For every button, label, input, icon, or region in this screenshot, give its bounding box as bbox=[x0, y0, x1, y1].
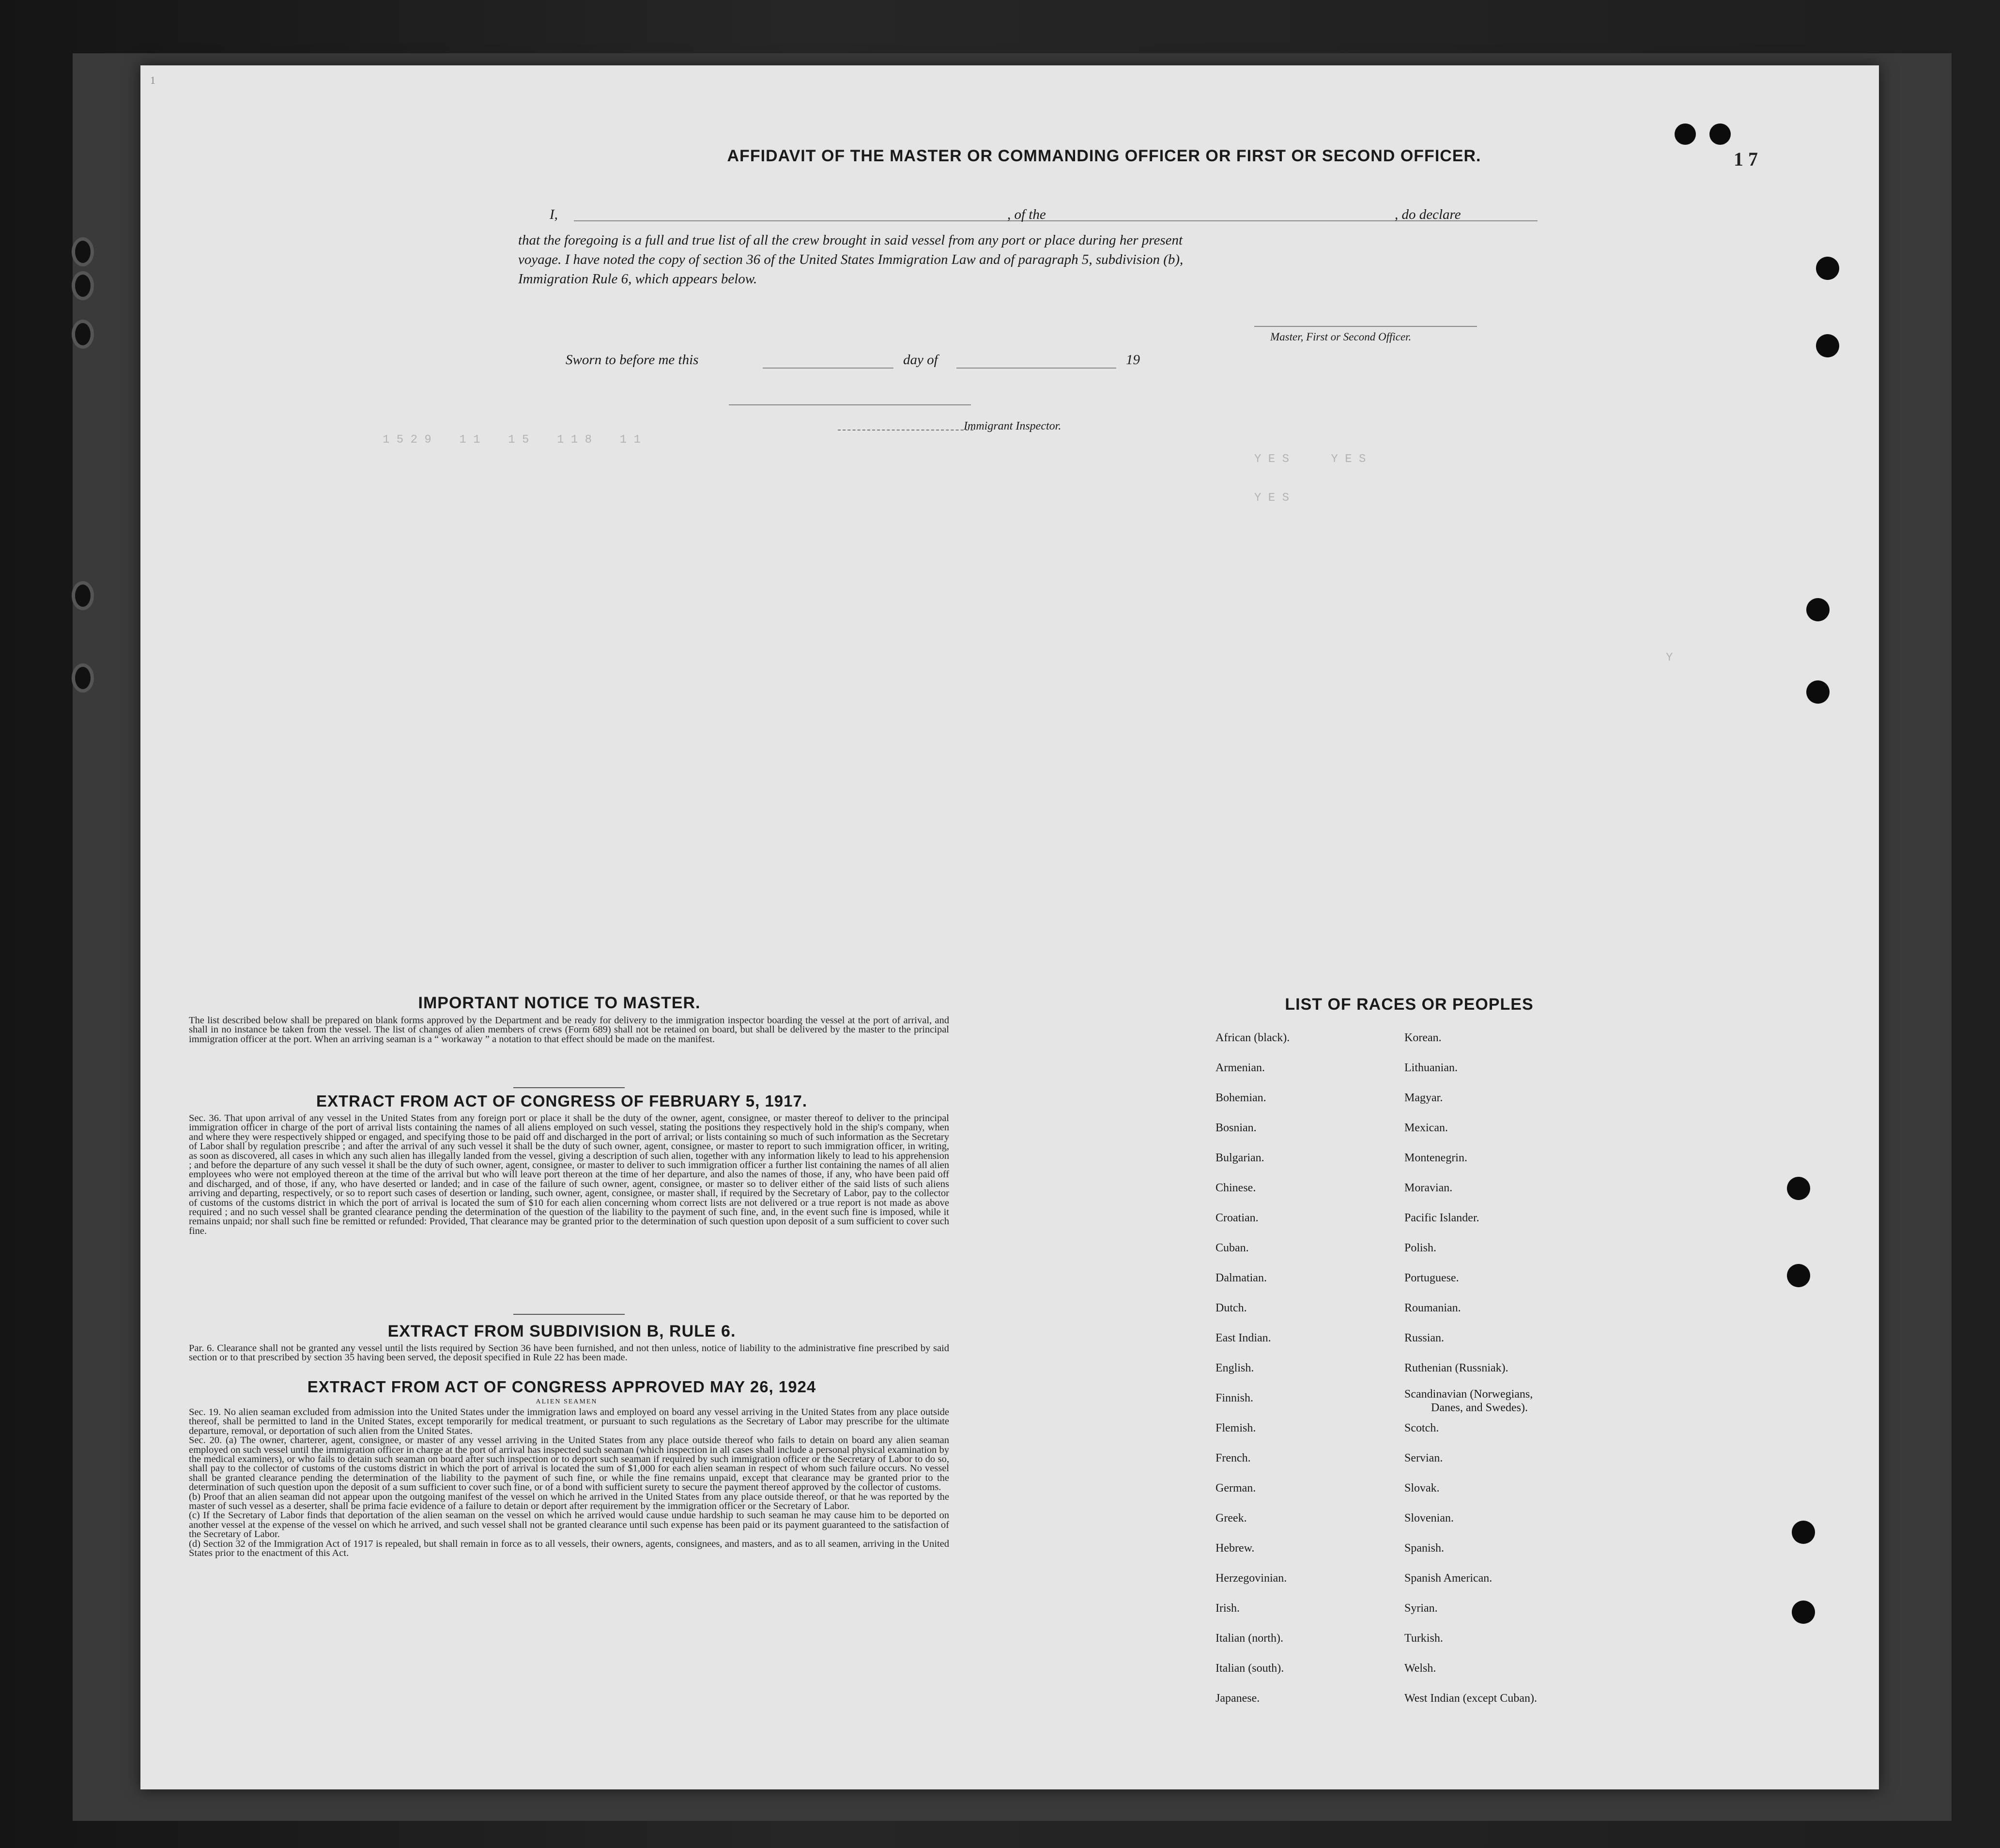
extract-1924-title: EXTRACT FROM ACT OF CONGRESS APPROVED MAY 26, 1924 bbox=[307, 1378, 816, 1396]
race-item: Scandinavian (Norwegians, bbox=[1404, 1388, 1533, 1401]
master-signature-field[interactable] bbox=[1254, 326, 1477, 327]
inspector-dashes bbox=[838, 430, 973, 431]
sworn-label: Sworn to before me this bbox=[566, 352, 699, 368]
race-item: Montenegrin. bbox=[1404, 1152, 1467, 1164]
statement-line-2: voyage. I have noted the copy of section 36 of the United States Immigration Law and of paragraph 5, subdivision (b), bbox=[518, 252, 1184, 267]
sec19-text: Sec. 19. No alien seaman excluded from admission into the United States under the immigration laws and employed on board any vessel arriving in the United States from any place outside thereof, shall be permitted to land in the United States, except temporarily for medical treatment, or pursuant to such regulations as the Secretary of Labor may prescribe for the ultimate departure, removal, or deportation of such alien from the United States. bbox=[189, 1407, 949, 1436]
sec20b-text: (b) Proof that an alien seaman did not appear upon the outgoing manifest of the vessel on which he arrived in the United States from any place outside thereof, or that he was reported by the master of such vessel as a deserter, shall be prima facie evidence of a failure to detain or deport after requirement by the immigration officer or the Secretary of Labor. bbox=[189, 1491, 949, 1512]
binder-ring bbox=[72, 237, 94, 266]
race-item: German. bbox=[1215, 1482, 1256, 1494]
page-mark: 1 7 bbox=[1734, 148, 1758, 170]
affidavit-title: AFFIDAVIT OF THE MASTER OR COMMANDING OFFICER OR FIRST OR SECOND OFFICER. bbox=[727, 147, 1481, 165]
extract-1924-subtitle: ALIEN SEAMEN bbox=[536, 1398, 598, 1405]
year-prefix: 19 bbox=[1126, 352, 1140, 368]
extract-1917-text: Sec. 36. That upon arrival of any vessel in the United States from any foreign port or place it shall be the duty of the owner, agent, consignee, or master thereof to deliver to the principal immigration officer in charge of the port of arrival lists containing the names of all aliens employed on such vessel, stating the positions they respectively hold in the ship's company, when and where they were respectively shipped or engaged, and specifying those to be paid off and discharged in the port of arrival; or lists containing so much of such information as the Secretary of Labor shall by regulation prescribe ; and after the arrival of any such vessel it shall be the duty of such owner, agent, consignee, or master to report to such immigration officer, in writing, as soon as discovered, all cases in which any such alien has illegally landed from the vessel, giving a description of such alien, together with any information likely to lead to his apprehension ; and before the departure of any such vessel it shall be the duty of such owner, agent, consignee, or master to deliver to such immigration officer a further list containing the names of all alien employees who were not employed thereon at the time of the arrival but who will leave port thereon at the time of her departure, and also the names of those, if any, who have been paid off and discharged, and of those, if any, who have deserted or landed; and in case of the failure of such owner, agent, consignee, or master so to deliver either of the said lists of such aliens arriving and departing, respectively, or so to report such cases of desertion or landing, such owner, agent, consignee, or master shall, if required by the Secretary of Labor, pay to the collector of customs of the customs district in which the port of arrival is located the sum of $10 for each alien concerning whom correct lists are not delivered or a true report is not made as above required ; and no such vessel shall be granted clearance pending the determination of the question of the liability to the payment of such fine, and, in the event such fine is imposed, while it remains unpaid; nor shall such fine be remitted or refunded: Provided, That clearance may be granted prior to the determination of such question upon deposit of a sum sufficient to cover such fine. bbox=[189, 1113, 949, 1236]
margin-mark: 1 bbox=[150, 74, 155, 86]
extract-1924-body bbox=[189, 1408, 949, 1558]
race-item: Armenian. bbox=[1215, 1062, 1265, 1074]
race-item: Roumanian. bbox=[1404, 1302, 1461, 1314]
race-item: Cuban. bbox=[1215, 1242, 1249, 1254]
race-item: Polish. bbox=[1404, 1242, 1437, 1254]
of-the-label: , of the bbox=[1007, 207, 1046, 222]
race-item: Portuguese. bbox=[1404, 1272, 1459, 1284]
master-label: Master, First or Second Officer. bbox=[1270, 331, 1412, 343]
day-of-label: day of bbox=[903, 352, 938, 368]
inspector-label: Immigrant Inspector. bbox=[964, 420, 1062, 432]
race-item: Mexican. bbox=[1404, 1122, 1448, 1134]
punch-hole bbox=[1806, 598, 1830, 621]
statement-line-3: Immigration Rule 6, which appears below. bbox=[518, 271, 757, 287]
divider bbox=[513, 1314, 625, 1315]
punch-hole bbox=[1816, 334, 1839, 357]
race-item: Pacific Islander. bbox=[1404, 1212, 1479, 1224]
do-declare-label: , do declare bbox=[1395, 207, 1461, 222]
vessel-name-field[interactable] bbox=[1077, 220, 1538, 221]
sec20a-text: Sec. 20. (a) The owner, charterer, agent, consignee, or master of any vessel arriving in the United States from any place outside thereof who fails to detain on board any alien seaman employed on such vessel until the immigration officer in charge at the port of arrival has inspected such seaman (which inspection in all cases shall include a personal physical examination by the medical examiners), or who fails to detain such seaman on board after such inspection or to deport such seaman if required by such immigration officer or the Secretary of Labor to do so, shall pay to the collector of customs of the customs district in which the port of arrival is located the sum of $1,000 for each alien seaman in respect of whom such failure occurs. No vessel shall be granted clearance pending the determination of the liability to the payment of such fine, or while the fine remains unpaid, except that clearance may be granted prior to the determination of such question upon the deposit of a sum sufficient to cover such fine, or of a bond with sufficient surety to secure the payment thereof approved by the collector of customs. bbox=[189, 1435, 949, 1493]
bleed-through: Y E S bbox=[1254, 492, 1290, 505]
race-item: Servian. bbox=[1404, 1452, 1443, 1464]
extract-1917-title: EXTRACT FROM ACT OF CONGRESS OF FEBRUARY 5, 1917. bbox=[316, 1092, 808, 1110]
race-item: Magyar. bbox=[1404, 1092, 1443, 1104]
sworn-month-field[interactable] bbox=[956, 368, 1116, 369]
race-item: Scotch. bbox=[1404, 1422, 1439, 1434]
race-item: Finnish. bbox=[1215, 1392, 1254, 1404]
bleed-through: 1 5 2 9 1 1 1 5 1 1 8 1 1 bbox=[383, 433, 641, 447]
race-item: Ruthenian (Russniak). bbox=[1404, 1362, 1508, 1374]
race-item-continued: Danes, and Swedes). bbox=[1431, 1401, 1528, 1414]
binder-ring bbox=[72, 663, 94, 693]
race-item: Syrian. bbox=[1404, 1602, 1438, 1615]
race-item: Flemish. bbox=[1215, 1422, 1256, 1434]
race-item: Dalmatian. bbox=[1215, 1272, 1267, 1284]
bleed-through: Y E S Y E S bbox=[1254, 453, 1366, 466]
race-item: Hebrew. bbox=[1215, 1542, 1255, 1555]
notice-title: IMPORTANT NOTICE TO MASTER. bbox=[418, 994, 701, 1012]
punch-hole bbox=[1709, 123, 1731, 145]
punch-hole bbox=[1787, 1177, 1810, 1200]
race-item: Bulgarian. bbox=[1215, 1152, 1264, 1164]
race-item: Slovak. bbox=[1404, 1482, 1440, 1494]
race-item: Italian (north). bbox=[1215, 1632, 1283, 1645]
races-title: LIST OF RACES OR PEOPLES bbox=[1285, 995, 1534, 1014]
extract-rule6-title: EXTRACT FROM SUBDIVISION B, RULE 6. bbox=[387, 1322, 736, 1340]
sworn-day-field[interactable] bbox=[763, 368, 893, 369]
race-item: Japanese. bbox=[1215, 1692, 1260, 1705]
race-item: Bohemian. bbox=[1215, 1092, 1266, 1104]
notice-text: The list described below shall be prepared on blank forms approved by the Department and be ready for delivery to the immigration inspector boarding the vessel at the port of arrival, and shall in no instance be taken from the vessel. The list of changes of alien members of crews (Form 689) shall not be retained on board, but shall be delivered by the master to the principal immigration officer at the port. When an arriving seaman is a “ workaway ” a notation to that effect should be made on the manifest. bbox=[189, 1015, 949, 1045]
race-item: Spanish American. bbox=[1404, 1572, 1492, 1585]
sec20c-text: (c) If the Secretary of Labor finds that deportation of the alien seaman on the vessel on which he arrived would cause undue hardship to such seaman he may cause him to be deported on another vessel at the expense of the vessel on which he arrived, and such vessel shall not be granted clearance until such expense has been paid or its payment guaranteed to the satisfaction of the Secretary of Labor. bbox=[189, 1510, 949, 1540]
race-item: Slovenian. bbox=[1404, 1512, 1454, 1525]
extract-rule6-text: Par. 6. Clearance shall not be granted any vessel until the lists required by Section 36 have been furnished, and not then unless, notice of liability to the administrative fine prescribed by said section or to that prescribed by section 35 having been served, the deposit specified in Rule 22 has been made. bbox=[189, 1343, 949, 1363]
race-item: Russian. bbox=[1404, 1332, 1445, 1344]
race-item: Herzegovinian. bbox=[1215, 1572, 1287, 1585]
race-item: West Indian (except Cuban). bbox=[1404, 1692, 1537, 1705]
punch-hole bbox=[1816, 257, 1839, 280]
punch-hole bbox=[1675, 123, 1696, 145]
race-item: Lithuanian. bbox=[1404, 1062, 1458, 1074]
race-item: Moravian. bbox=[1404, 1182, 1453, 1194]
punch-hole bbox=[1787, 1264, 1810, 1287]
race-item: Korean. bbox=[1404, 1032, 1442, 1044]
declarant-label: I, bbox=[550, 207, 558, 222]
race-item: Italian (south). bbox=[1215, 1662, 1284, 1675]
punch-hole bbox=[1792, 1521, 1815, 1544]
bleed-through: Y bbox=[1666, 651, 1673, 664]
race-item: French. bbox=[1215, 1452, 1251, 1464]
punch-hole bbox=[1806, 680, 1830, 704]
inspector-signature-field[interactable] bbox=[729, 404, 971, 405]
declarant-name-field[interactable] bbox=[574, 220, 1150, 221]
sec20d-text: (d) Section 32 of the Immigration Act of 1917 is repealed, but shall remain in force as to all vessels, their owners, agents, consignees, and masters, and as to all seamen, arriving in the United States prior to the enactment of this Act. bbox=[189, 1538, 949, 1559]
race-item: African (black). bbox=[1215, 1032, 1290, 1044]
divider bbox=[513, 1087, 625, 1088]
binder-ring bbox=[72, 581, 94, 610]
race-item: Chinese. bbox=[1215, 1182, 1256, 1194]
race-item: Irish. bbox=[1215, 1602, 1240, 1615]
race-item: Turkish. bbox=[1404, 1632, 1443, 1645]
race-item: Welsh. bbox=[1404, 1662, 1436, 1675]
race-item: Dutch. bbox=[1215, 1302, 1247, 1314]
race-item: Bosnian. bbox=[1215, 1122, 1257, 1134]
binder-ring bbox=[72, 271, 94, 300]
race-item: Greek. bbox=[1215, 1512, 1247, 1525]
race-item: Croatian. bbox=[1215, 1212, 1259, 1224]
binder-ring bbox=[72, 320, 94, 349]
punch-hole bbox=[1792, 1601, 1815, 1624]
statement-line-1: that the foregoing is a full and true list of all the crew brought in said vessel from any port or place during her present bbox=[518, 232, 1183, 248]
race-item: Spanish. bbox=[1404, 1542, 1445, 1555]
race-item: East Indian. bbox=[1215, 1332, 1271, 1344]
race-item: English. bbox=[1215, 1362, 1254, 1374]
form-page bbox=[140, 65, 1879, 1789]
